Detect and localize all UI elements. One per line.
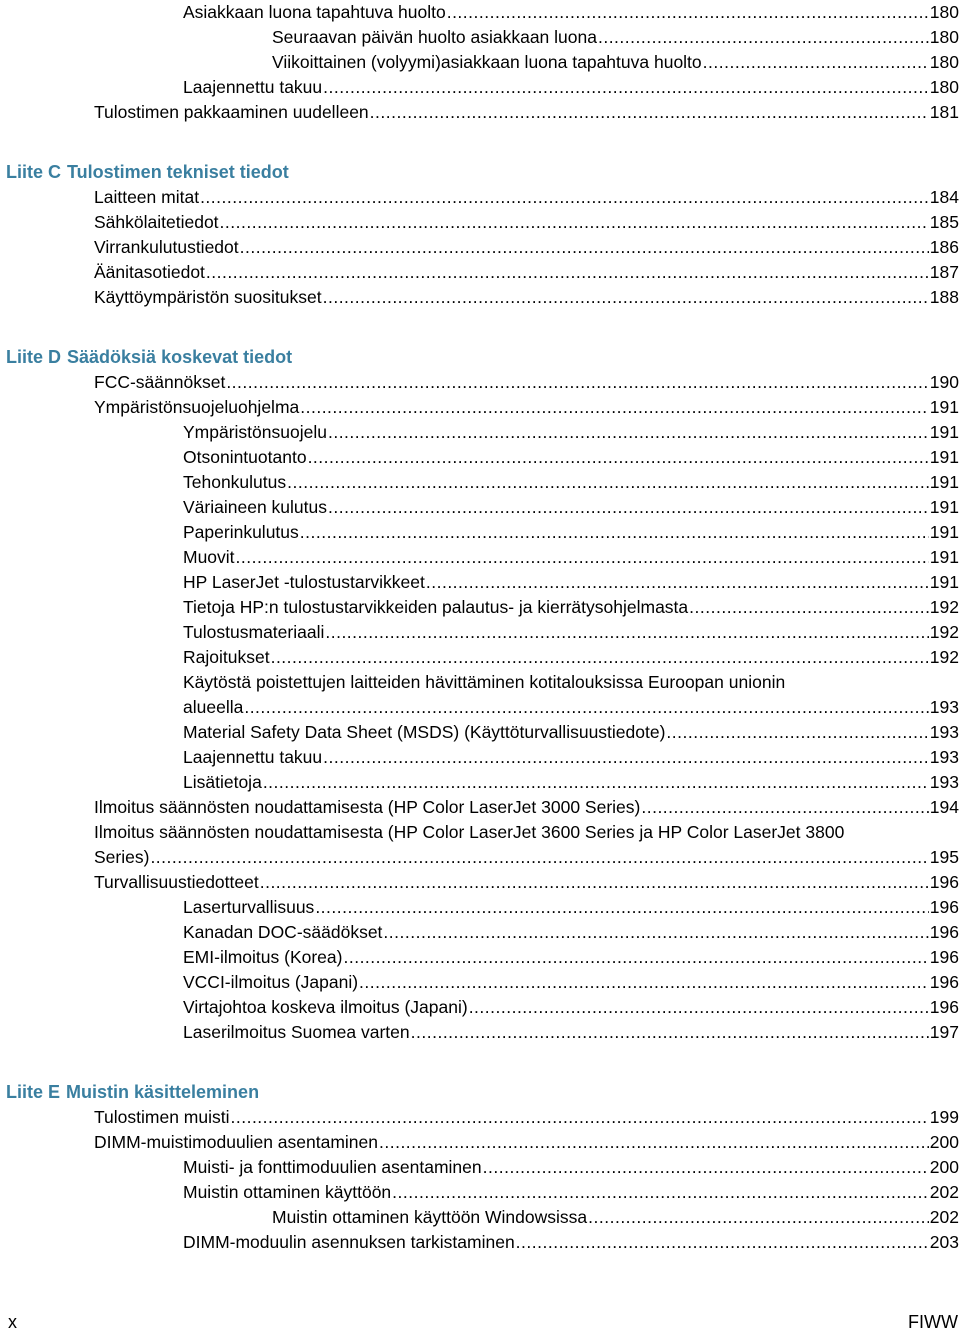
toc-entry-title: Otsonintuotanto xyxy=(183,447,307,467)
dot-leader xyxy=(220,210,929,235)
toc-page-number: 199 xyxy=(929,1107,959,1127)
dot-leader xyxy=(325,620,928,645)
dot-leader xyxy=(328,420,929,445)
toc-page-number: 200 xyxy=(929,1132,959,1152)
appendix-title: Muistin käsitteleminen xyxy=(66,1082,260,1102)
appendix-label: Liite E xyxy=(6,1082,61,1102)
dot-leader xyxy=(231,1105,929,1130)
toc-entry-title: HP LaserJet -tulostustarvikkeet xyxy=(183,572,425,592)
toc-entry[interactable] xyxy=(272,25,959,50)
toc-page-number: 200 xyxy=(929,1157,959,1177)
appendix-title: Säädöksiä koskevat tiedot xyxy=(67,347,293,367)
toc-entry-title: Series) xyxy=(94,847,150,867)
toc-page-number: 180 xyxy=(929,77,959,97)
toc-page-number: 195 xyxy=(929,847,959,867)
dot-leader xyxy=(516,1230,929,1255)
toc-entry[interactable] xyxy=(183,470,959,495)
toc-page-number: 202 xyxy=(929,1182,959,1202)
toc-page-number: 196 xyxy=(929,972,959,992)
toc-page-number: 190 xyxy=(929,372,959,392)
toc-page-number: 196 xyxy=(929,897,959,917)
dot-leader xyxy=(200,185,929,210)
toc-entry[interactable] xyxy=(94,185,959,210)
appendix-label: Liite D xyxy=(6,347,62,367)
toc-page-number: 184 xyxy=(929,187,959,207)
toc-entry[interactable] xyxy=(272,50,959,75)
toc-page-number: 193 xyxy=(929,772,959,792)
toc-page-number: 192 xyxy=(929,622,959,642)
toc-page-number: 193 xyxy=(929,747,959,767)
toc-entry[interactable] xyxy=(183,520,959,545)
dot-leader xyxy=(323,745,929,770)
toc-page-number: 180 xyxy=(929,52,959,72)
dot-leader xyxy=(483,1155,929,1180)
dot-leader xyxy=(447,0,929,25)
toc-entry-title: Muistin ottaminen käyttöön xyxy=(183,1182,392,1202)
toc-entry-title: Turvallisuustiedotteet xyxy=(94,872,259,892)
toc-entry[interactable] xyxy=(183,1155,959,1180)
toc-entry[interactable] xyxy=(94,235,959,260)
toc-entry-title: Tehonkulutus xyxy=(183,472,287,492)
toc-entry-title: Material Safety Data Sheet (MSDS) (Käyttöturvallisuustiedote) xyxy=(183,722,666,742)
toc-entry[interactable] xyxy=(183,970,959,995)
toc-page-number: 194 xyxy=(929,797,959,817)
toc-page-number: 202 xyxy=(929,1207,959,1227)
toc-page-number: 192 xyxy=(929,647,959,667)
toc-entry[interactable] xyxy=(94,395,959,420)
toc-entry-title: Seuraavan päivän huolto asiakkaan luona xyxy=(272,27,597,47)
toc-entry[interactable] xyxy=(94,1130,959,1155)
toc-entry-title: Laajennettu takuu xyxy=(183,77,323,97)
dot-leader xyxy=(383,920,928,945)
dot-leader xyxy=(236,545,929,570)
dot-leader xyxy=(260,870,929,895)
dot-leader xyxy=(379,1130,929,1155)
toc-entry[interactable] xyxy=(183,495,959,520)
toc-entry-title: Rajoitukset xyxy=(183,647,270,667)
dot-leader xyxy=(689,595,929,620)
toc-page-number: 186 xyxy=(929,237,959,257)
toc-entry-title: Virtajohtoa koskeva ilmoitus (Japani) xyxy=(183,997,468,1017)
toc-entry-title: Muistin ottaminen käyttöön Windowsissa xyxy=(272,1207,588,1227)
toc-entry-title: Virrankulutustiedot xyxy=(94,237,239,257)
toc-page-number: 203 xyxy=(929,1232,959,1252)
toc-entry-title: Lisätietoja xyxy=(183,772,262,792)
toc-entry[interactable] xyxy=(183,1180,959,1205)
appendix-title: Tulostimen tekniset tiedot xyxy=(67,162,289,182)
dot-leader xyxy=(244,695,928,720)
dot-leader xyxy=(271,645,929,670)
toc-entry[interactable] xyxy=(183,0,959,25)
toc-entry-title: Väriaineen kulutus xyxy=(183,497,327,517)
toc-entry[interactable] xyxy=(272,1205,959,1230)
toc-entry-title: Käyttöympäristön suositukset xyxy=(94,287,322,307)
toc-entry-title: Muisti- ja fonttimoduulien asentaminen xyxy=(183,1157,482,1177)
dot-leader xyxy=(370,100,929,125)
toc-entry-title: FCC-säännökset xyxy=(94,372,226,392)
dot-leader xyxy=(328,495,929,520)
toc-entry[interactable] xyxy=(183,595,959,620)
toc-page-number: 187 xyxy=(929,262,959,282)
toc-entry-title: Laserturvallisuus xyxy=(183,897,315,917)
toc-page-number: 188 xyxy=(929,287,959,307)
appendix-label: Liite C xyxy=(6,162,62,182)
dot-leader xyxy=(300,520,929,545)
toc-page-number: 193 xyxy=(929,722,959,742)
document-code: FIWW xyxy=(908,1312,958,1332)
toc-entry[interactable] xyxy=(94,870,959,895)
toc-entry-title: Tulostimen pakkaaminen uudelleen xyxy=(94,102,369,122)
dot-leader xyxy=(598,25,929,50)
toc-page-number: 196 xyxy=(929,997,959,1017)
toc-entry-title: Äänitasotiedot xyxy=(94,262,205,282)
toc-entry-title: Tulostimen muisti xyxy=(94,1107,230,1127)
toc-entry[interactable] xyxy=(183,695,959,720)
dot-leader xyxy=(411,1020,929,1045)
toc-entry-title: Viikoittainen (volyymi)asiakkaan luona tapahtuva huolto xyxy=(272,52,702,72)
toc-entry[interactable] xyxy=(183,75,959,100)
toc-page-number: 192 xyxy=(929,597,959,617)
toc-page-number: 191 xyxy=(929,472,959,492)
appendix-heading xyxy=(6,160,289,185)
toc-entry-title: EMI-ilmoitus (Korea) xyxy=(183,947,343,967)
dot-leader xyxy=(308,445,929,470)
dot-leader xyxy=(263,770,929,795)
toc-entry-title: Laajennettu takuu xyxy=(183,747,323,767)
dot-leader xyxy=(315,895,928,920)
toc-page-number: 196 xyxy=(929,922,959,942)
dot-leader xyxy=(359,970,929,995)
toc-entry[interactable] xyxy=(94,285,959,310)
toc-entry-title: Ympäristönsuojeluohjelma xyxy=(94,397,300,417)
toc-entry[interactable] xyxy=(183,570,959,595)
toc-entry[interactable] xyxy=(94,210,959,235)
toc-entry[interactable] xyxy=(183,895,959,920)
toc-entry-title: Asiakkaan luona tapahtuva huolto xyxy=(183,2,446,22)
toc-page-number: 191 xyxy=(929,572,959,592)
dot-leader xyxy=(287,470,929,495)
toc-entry-title: Ympäristönsuojelu xyxy=(183,422,327,442)
toc-entry[interactable] xyxy=(94,795,959,820)
page-number: x xyxy=(8,1312,17,1332)
toc-entry[interactable] xyxy=(183,720,959,745)
dot-leader xyxy=(666,720,928,745)
toc-entry[interactable] xyxy=(183,620,959,645)
toc-entry[interactable] xyxy=(183,445,959,470)
toc-entry-title: Sähkölaitetiedot xyxy=(94,212,219,232)
toc-entry[interactable] xyxy=(94,845,959,870)
appendix-heading xyxy=(6,345,292,370)
toc-entry[interactable] xyxy=(183,545,959,570)
toc-entry[interactable] xyxy=(183,995,959,1020)
toc-page-number: 196 xyxy=(929,947,959,967)
dot-leader xyxy=(226,370,928,395)
toc-page-number: 191 xyxy=(929,422,959,442)
dot-leader xyxy=(300,395,929,420)
toc-page-number: 196 xyxy=(929,872,959,892)
toc-entry[interactable] xyxy=(94,1105,959,1130)
toc-entry-title: VCCI-ilmoitus (Japani) xyxy=(183,972,359,992)
dot-leader xyxy=(641,795,928,820)
toc-page-number: 191 xyxy=(929,522,959,542)
toc-entry[interactable] xyxy=(94,370,959,395)
toc-entry-title: Tietoja HP:n tulostustarvikkeiden palautus- ja kierrätysohjelmasta xyxy=(183,597,689,617)
toc-entry-title: DIMM-muistimoduulien asentaminen xyxy=(94,1132,378,1152)
toc-entry[interactable] xyxy=(183,1230,959,1255)
toc-entry-title: Kanadan DOC-säädökset xyxy=(183,922,383,942)
appendix-heading xyxy=(6,1080,259,1105)
toc-entry[interactable] xyxy=(94,100,959,125)
dot-leader xyxy=(150,845,928,870)
toc-entry-title: DIMM-moduulin asennuksen tarkistaminen xyxy=(183,1232,515,1252)
toc-entry[interactable] xyxy=(183,420,959,445)
dot-leader xyxy=(392,1180,929,1205)
dot-leader xyxy=(323,75,929,100)
dot-leader xyxy=(426,570,929,595)
dot-leader xyxy=(703,50,929,75)
toc-entry-title: Laitteen mitat xyxy=(94,187,200,207)
toc-entry[interactable] xyxy=(183,945,959,970)
toc-page-number: 193 xyxy=(929,697,959,717)
dot-leader xyxy=(206,260,929,285)
toc-entry-title: Laserilmoitus Suomea varten xyxy=(183,1022,410,1042)
toc-entry-title: Muovit xyxy=(183,547,235,567)
dot-leader xyxy=(323,285,929,310)
toc-entry[interactable] xyxy=(183,645,959,670)
dot-leader xyxy=(469,995,929,1020)
toc-entry-title: Paperinkulutus xyxy=(183,522,299,542)
toc-entry-text[interactable]: Käytöstä poistettujen laitteiden hävittäminen kotitalouksissa Euroopan unionin xyxy=(183,672,786,692)
toc-page-number: 185 xyxy=(929,212,959,232)
toc-entry[interactable] xyxy=(183,1020,959,1045)
dot-leader xyxy=(343,945,928,970)
toc-page-number: 180 xyxy=(929,27,959,47)
toc-page-number: 191 xyxy=(929,447,959,467)
toc-entry-text[interactable]: Ilmoitus säännösten noudattamisesta (HP Color LaserJet 3600 Series ja HP Color LaserJet 3800 xyxy=(94,822,845,842)
toc-entry[interactable] xyxy=(183,745,959,770)
toc-page-number: 197 xyxy=(929,1022,959,1042)
toc-page-number: 181 xyxy=(929,102,959,122)
toc-entry-title: Tulostusmateriaali xyxy=(183,622,325,642)
toc-page-number: 191 xyxy=(929,397,959,417)
dot-leader xyxy=(588,1205,929,1230)
toc-entry[interactable] xyxy=(94,260,959,285)
toc-entry[interactable] xyxy=(183,770,959,795)
toc-page-number: 180 xyxy=(929,2,959,22)
toc-page-number: 191 xyxy=(929,547,959,567)
toc-entry-title: alueella xyxy=(183,697,244,717)
toc-page-number: 191 xyxy=(929,497,959,517)
toc-entry-title: Ilmoitus säännösten noudattamisesta (HP Color LaserJet 3000 Series) xyxy=(94,797,641,817)
toc-entry[interactable] xyxy=(183,920,959,945)
dot-leader xyxy=(240,235,929,260)
